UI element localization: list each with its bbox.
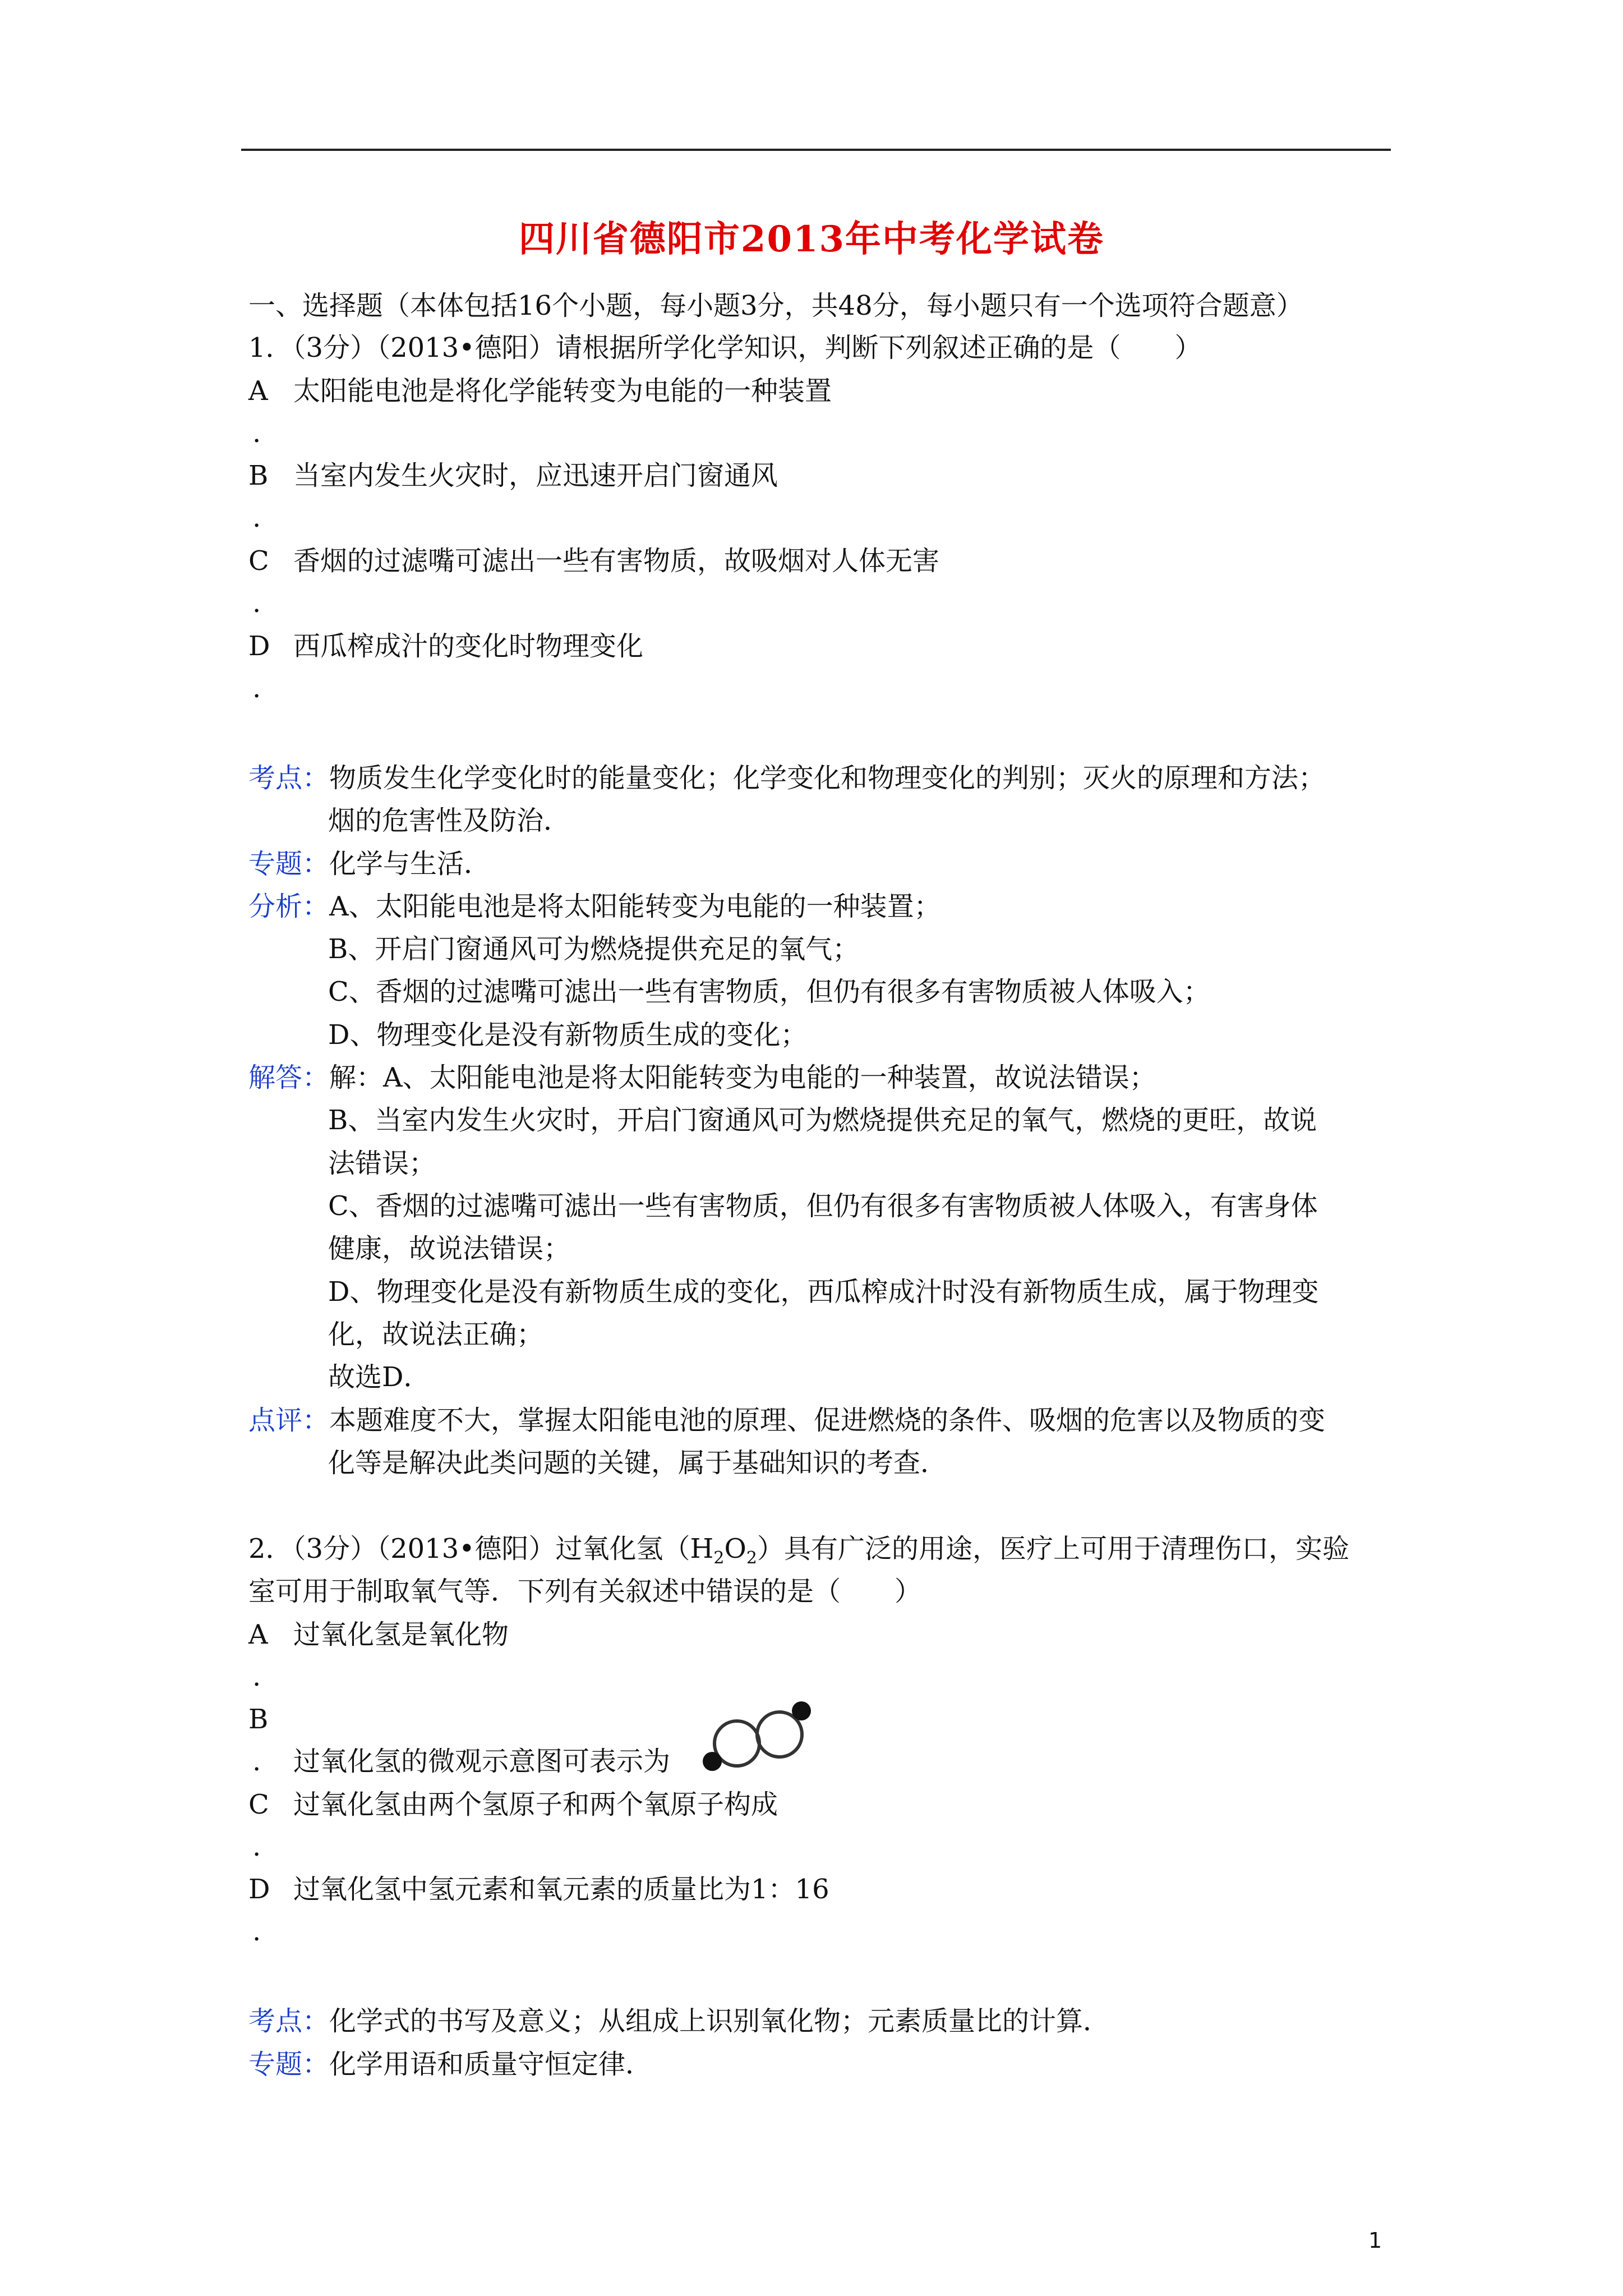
q2-stem-cont: 室可用于制取氧气等．下列有关叙述中错误的是（ ） [248,1576,922,1607]
jieda-line: 故选D． [328,1361,431,1393]
q2-zhuanti [248,2047,652,2081]
q1-option-b [248,459,778,493]
q1-option-c [248,544,939,578]
fenxi-label: 分析： [248,891,330,922]
hydrogen-atom [792,1701,811,1720]
option-text: 过氧化氢是氧化物 [293,1619,509,1650]
option-text: 西瓜榨成汁的变化时物理变化 [293,631,644,662]
q2-option-b-letter [248,1703,293,1736]
option-dot: . [252,587,261,619]
dianping-text-cont: 化等是解决此类问题的关键，属于基础知识的考查． [328,1447,948,1479]
option-letter: D [248,631,270,662]
q2-stem-part: 2．（3分）（2013•德阳）过氧化氢（H [248,1533,714,1565]
fenxi-line: D、物理变化是没有新物质生成的变化； [328,1019,808,1051]
q2-option-a [248,1618,509,1651]
page-title: 四川省德阳市2013年中考化学试卷 [518,218,1105,260]
q1-kaodian [248,761,1325,795]
zhuanti-text: 化学与生活． [329,848,491,880]
section-heading: 一、选择题（本体包括16个小题，每小题3分，共48分，每小题只有一个选项符合题意） [248,290,1303,321]
option-letter: C [248,545,269,577]
q1-option-a [248,374,832,408]
option-text: 当室内发生火灾时，应迅速开启门窗通风 [293,460,778,491]
page-number: 1 [1368,2228,1382,2253]
dianping-label: 点评： [248,1405,330,1436]
zhuanti-label: 专题： [248,848,330,880]
option-letter: A [248,375,268,407]
jieda-line: C、香烟的过滤嘴可滤出一些有害物质，但仍有很多有害物质被人体吸入，有害身体 [328,1190,1318,1222]
q2-kaodian [248,2004,1110,2038]
option-letter: A [248,1619,268,1650]
q2-option-c [248,1788,778,1821]
kaodian-label: 考点： [248,2005,330,2037]
q1-option-d [248,629,643,663]
hydrogen-atom [703,1752,722,1771]
kaodian-text-cont: 烟的危害性及防治． [328,805,571,836]
q2-option-d [248,1872,829,1906]
option-letter: B [248,1704,269,1735]
option-dot: . [252,502,261,533]
jieda-line: 法错误； [328,1148,436,1179]
jieda-line: D、物理变化是没有新物质生成的变化，西瓜榨成汁时没有新物质生成，属于物理变 [328,1276,1319,1308]
q1-jieda [248,1061,1156,1094]
option-dot: . [252,1661,261,1692]
option-text: 太阳能电池是将化学能转变为电能的一种装置 [293,375,832,407]
option-dot: . [252,673,261,704]
q2-stem-part: O [724,1533,746,1565]
option-letter: C [248,1789,269,1820]
jieda-line: 化，故说法正确； [328,1319,544,1350]
zhuanti-text: 化学用语和质量守恒定律． [329,2049,653,2080]
q2-option-b-text: 过氧化氢的微观示意图可表示为 [293,1746,671,1777]
jieda-line: 健康，故说法错误； [328,1233,571,1264]
q1-dianping [248,1404,1325,1437]
header-rule [241,149,1391,151]
q1-stem: 1．（3分）（2013•德阳）请根据所学化学知识，判断下列叙述正确的是（ ） [248,332,1202,364]
option-dot: . [252,1831,261,1862]
jieda-label: 解答： [248,1062,330,1093]
q1-zhuanti [248,847,491,881]
h2o2-molecule-diagram [697,1693,820,1777]
kaodian-text: 化学式的书写及意义；从组成上识别氧化物；元素质量比的计算． [329,2005,1110,2037]
jieda-line: B、当室内发生火灾时，开启门窗通风可为燃烧提供充足的氧气，燃烧的更旺，故说 [328,1105,1317,1136]
kaodian-text: 物质发生化学变化时的能量变化；化学变化和物理变化的判别；灭火的原理和方法； [329,762,1326,794]
option-dot: . [252,1916,261,1947]
kaodian-label: 考点： [248,762,330,794]
q2-stem-part: ）具有广泛的用途，医疗上可用于清理伤口，实验 [757,1533,1349,1565]
option-dot: . [252,417,261,449]
option-text: 过氧化氢由两个氢原子和两个氧原子构成 [293,1789,778,1820]
subscript: 2 [746,1548,757,1568]
option-text: 香烟的过滤嘴可滤出一些有害物质，故吸烟对人体无害 [293,545,940,577]
dianping-text: 本题难度不大，掌握太阳能电池的原理、促进燃烧的条件、吸烟的危害以及物质的变 [329,1405,1326,1436]
option-text: 过氧化氢中氢元素和氧元素的质量比为1：16 [293,1874,829,1905]
option-letter: D [248,1874,270,1905]
q1-fenxi [248,890,941,923]
oxygen-atom [757,1712,802,1757]
option-letter: B [248,460,269,491]
fenxi-line: B、开启门窗通风可为燃烧提供充足的氧气； [328,933,860,965]
q2-stem [248,1532,1349,1575]
zhuanti-label: 专题： [248,2049,330,2080]
jieda-line: 解：A、太阳能电池是将太阳能转变为电能的一种装置，故说法错误； [329,1062,1156,1093]
fenxi-line: C、香烟的过滤嘴可滤出一些有害物质，但仍有很多有害物质被人体吸入； [328,976,1210,1007]
fenxi-line: A、太阳能电池是将太阳能转变为电能的一种装置； [329,891,941,922]
option-dot: . [252,1746,261,1777]
subscript: 2 [713,1548,725,1568]
